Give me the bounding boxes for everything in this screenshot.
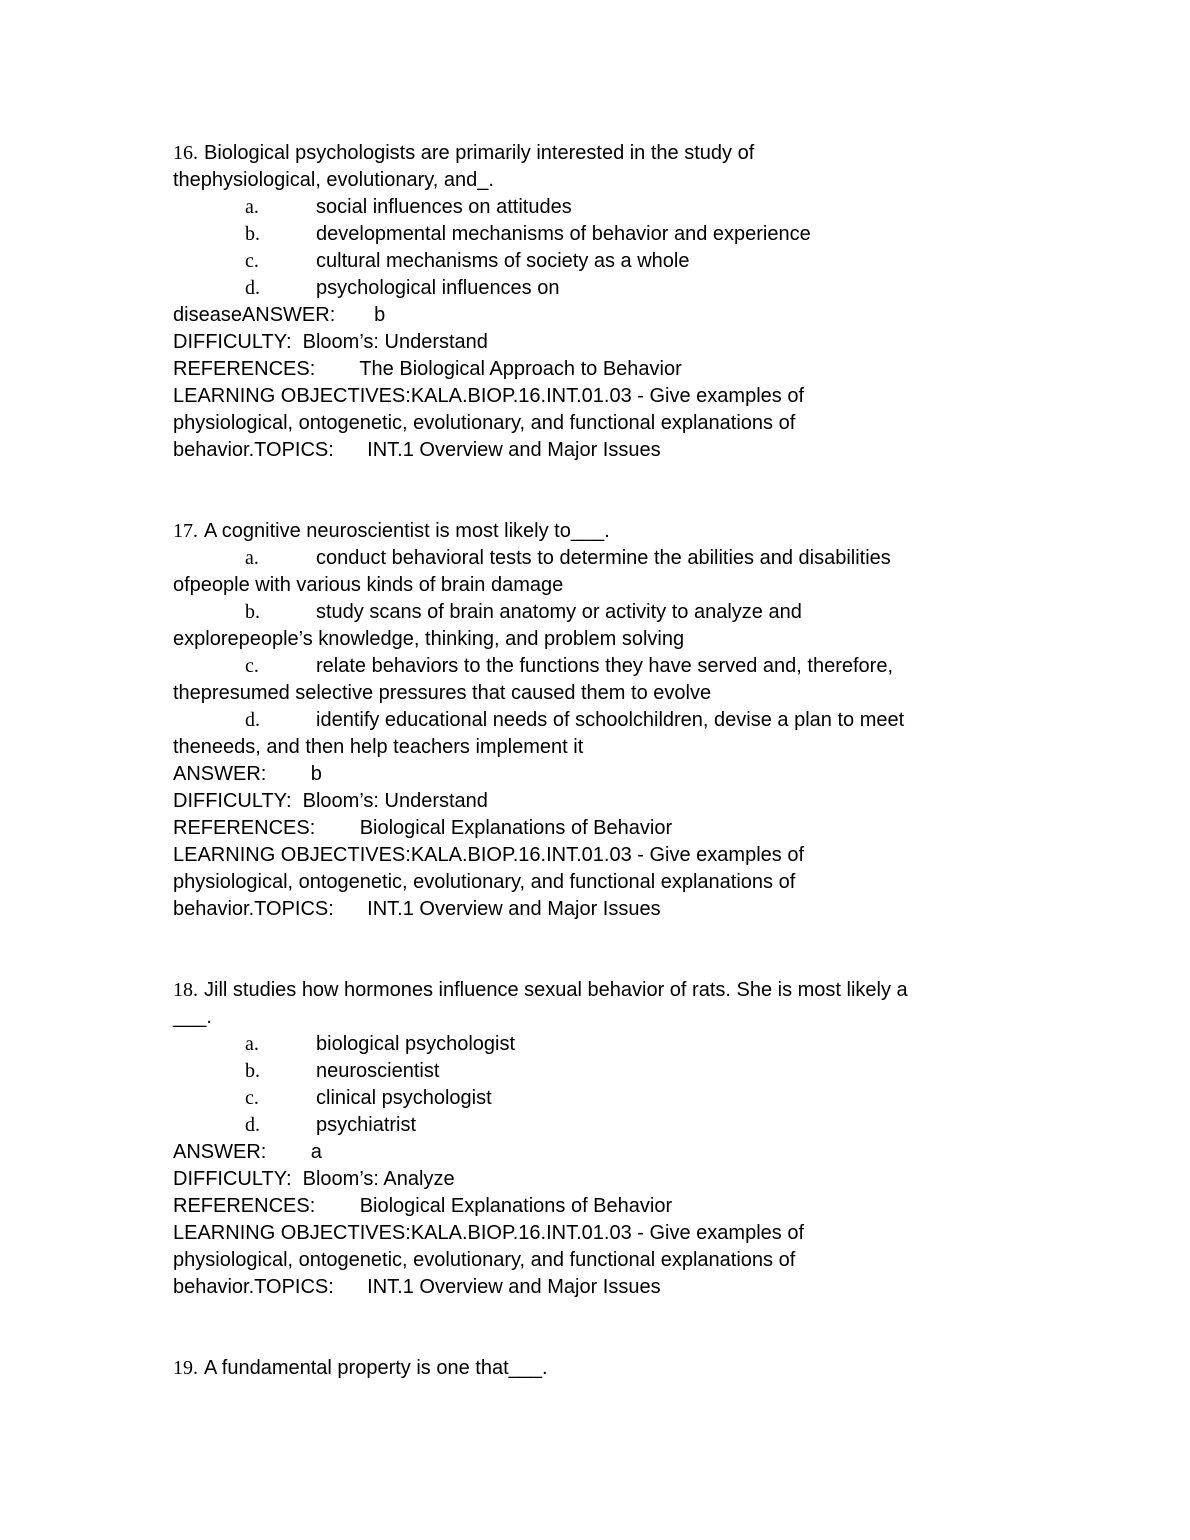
option-letter: a. (245, 196, 259, 218)
line-text: Biological psychologists are primarily interested in the study of (204, 142, 755, 164)
text-line (173, 815, 1025, 842)
line-text: LEARNING OBJECTIVES:KALA.BIOP.16.INT.01.03 - Give examples of (173, 844, 804, 866)
line-text: thephysiological, evolutionary, and_. (173, 169, 494, 191)
line-text: behavior.TOPICS: INT.1 Overview and Major Issues (173, 439, 661, 461)
option-letter: b. (245, 1060, 260, 1082)
line-text: behavior.TOPICS: INT.1 Overview and Major Issues (173, 1276, 661, 1298)
option-line (173, 248, 1025, 275)
option-letter: d. (245, 277, 260, 299)
option-letter: d. (245, 709, 260, 731)
option-text: developmental mechanisms of behavior and experience (316, 223, 811, 245)
line-text: LEARNING OBJECTIVES:KALA.BIOP.16.INT.01.03 - Give examples of (173, 385, 804, 407)
question-block (173, 140, 1025, 464)
document-body (173, 140, 1025, 1436)
text-line (173, 734, 1025, 761)
option-line (173, 194, 1025, 221)
line-text: LEARNING OBJECTIVES:KALA.BIOP.16.INT.01.03 - Give examples of (173, 1222, 804, 1244)
text-line (173, 572, 1025, 599)
option-line (173, 653, 1025, 680)
option-text: biological psychologist (316, 1033, 516, 1055)
option-line (173, 707, 1025, 734)
option-line (173, 545, 1025, 572)
option-line (173, 275, 1025, 302)
line-text: REFERENCES: Biological Explanations of Behavior (173, 817, 673, 839)
text-line (173, 1193, 1025, 1220)
line-text: ANSWER: a (173, 1141, 322, 1163)
line-text: theneeds, and then help teachers implement it (173, 736, 584, 758)
option-text: conduct behavioral tests to determine the abilities and disabilities (316, 547, 891, 569)
option-text: psychiatrist (316, 1114, 417, 1136)
text-line (173, 1004, 1025, 1031)
question-block (173, 1355, 1025, 1382)
question-block (173, 977, 1025, 1301)
line-text: REFERENCES: The Biological Approach to Behavior (173, 358, 682, 380)
line-text: A cognitive neuroscientist is most likely to___. (204, 520, 610, 542)
line-text: diseaseANSWER: b (173, 304, 386, 326)
text-line (173, 1139, 1025, 1166)
line-text: DIFFICULTY: Bloom’s: Analyze (173, 1168, 455, 1190)
text-line (173, 356, 1025, 383)
option-line (173, 221, 1025, 248)
option-letter: c. (245, 250, 259, 272)
option-letter: a. (245, 1033, 259, 1055)
text-line (173, 383, 1025, 410)
text-line (173, 626, 1025, 653)
option-text: psychological influences on (316, 277, 560, 299)
text-line (173, 1220, 1025, 1247)
option-text: relate behaviors to the functions they have served and, therefore, (316, 655, 894, 677)
text-line (173, 1274, 1025, 1301)
line-text: ofpeople with various kinds of brain damage (173, 574, 564, 596)
option-line (173, 599, 1025, 626)
line-text: behavior.TOPICS: INT.1 Overview and Major Issues (173, 898, 661, 920)
text-line (173, 1166, 1025, 1193)
option-letter: b. (245, 223, 260, 245)
text-line (173, 167, 1025, 194)
option-line (173, 1058, 1025, 1085)
line-text: physiological, ontogenetic, evolutionary, and functional explanations of (173, 871, 796, 893)
option-text: cultural mechanisms of society as a whole (316, 250, 690, 272)
text-line (173, 1247, 1025, 1274)
option-letter: b. (245, 601, 260, 623)
line-text: explorepeople’s knowledge, thinking, and problem solving (173, 628, 685, 650)
line-text: thepresumed selective pressures that caused them to evolve (173, 682, 712, 704)
question-stem-line (173, 977, 1025, 1004)
question-stem-line (173, 140, 1025, 167)
text-line (173, 680, 1025, 707)
question-stem-line (173, 518, 1025, 545)
option-line (173, 1031, 1025, 1058)
option-letter: d. (245, 1114, 260, 1136)
option-letter: c. (245, 655, 259, 677)
text-line (173, 896, 1025, 923)
text-line (173, 437, 1025, 464)
question-number: 19. (173, 1357, 198, 1379)
line-text: DIFFICULTY: Bloom’s: Understand (173, 331, 488, 353)
text-line (173, 302, 1025, 329)
line-text: REFERENCES: Biological Explanations of Behavior (173, 1195, 673, 1217)
line-text: ANSWER: b (173, 763, 322, 785)
text-line (173, 842, 1025, 869)
option-letter: a. (245, 547, 259, 569)
line-text: ___. (173, 1006, 212, 1028)
line-text: DIFFICULTY: Bloom’s: Understand (173, 790, 488, 812)
text-line (173, 869, 1025, 896)
option-text: clinical psychologist (316, 1087, 492, 1109)
option-line (173, 1085, 1025, 1112)
line-text: A fundamental property is one that___. (204, 1357, 548, 1379)
text-line (173, 329, 1025, 356)
question-number: 18. (173, 979, 198, 1001)
text-line (173, 410, 1025, 437)
line-text: Jill studies how hormones influence sexual behavior of rats. She is most likely a (204, 979, 908, 1001)
option-text: identify educational needs of schoolchildren, devise a plan to meet (316, 709, 905, 731)
option-text: social influences on attitudes (316, 196, 572, 218)
option-letter: c. (245, 1087, 259, 1109)
option-text: neuroscientist (316, 1060, 440, 1082)
question-number: 16. (173, 142, 198, 164)
question-number: 17. (173, 520, 198, 542)
option-text: study scans of brain anatomy or activity to analyze and (316, 601, 802, 623)
question-stem-line (173, 1355, 1025, 1382)
question-block (173, 518, 1025, 923)
line-text: physiological, ontogenetic, evolutionary, and functional explanations of (173, 412, 796, 434)
option-line (173, 1112, 1025, 1139)
line-text: physiological, ontogenetic, evolutionary, and functional explanations of (173, 1249, 796, 1271)
text-line (173, 761, 1025, 788)
text-line (173, 788, 1025, 815)
